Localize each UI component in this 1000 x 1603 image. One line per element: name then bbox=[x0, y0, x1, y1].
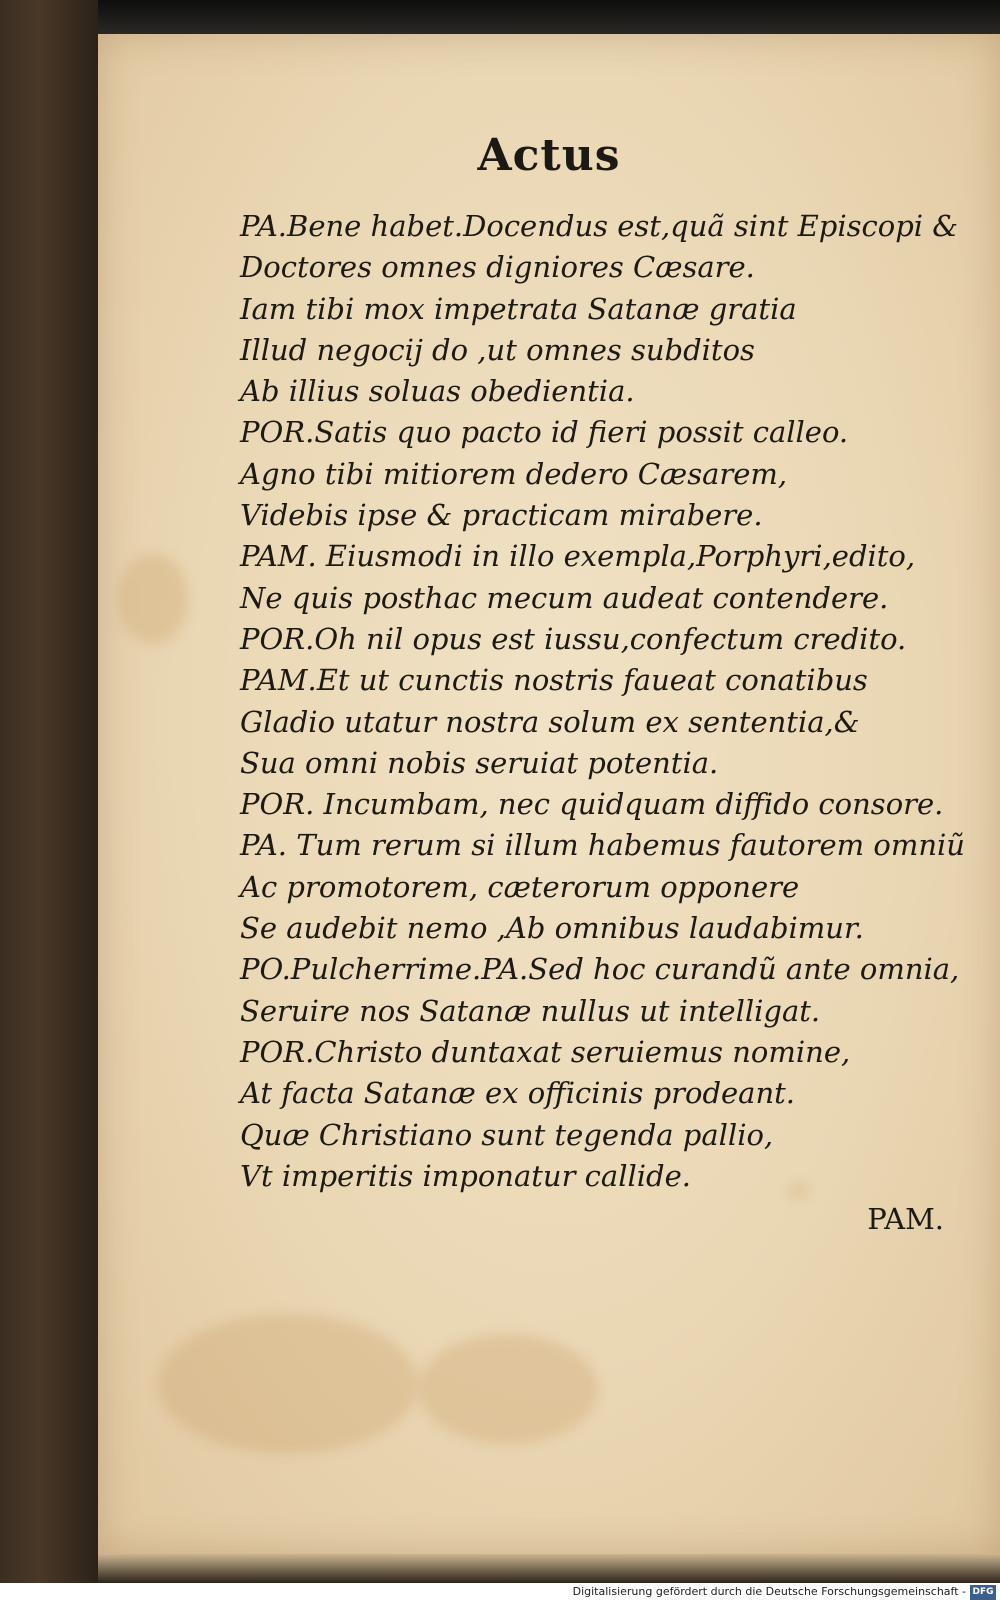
verse-text bbox=[240, 206, 980, 1197]
dfg-logo: DFG bbox=[970, 1585, 996, 1600]
funding-credit: Digitalisierung gefördert durch die Deutsche Forschungsgemeinschaft - bbox=[572, 1585, 966, 1598]
text-line: Iam tibi mox impetrata Satanæ gratia bbox=[240, 291, 797, 326]
paper-stain bbox=[118, 554, 188, 644]
text-line: Quæ Christiano sunt tegenda pallio, bbox=[240, 1117, 774, 1152]
text-line: Ne quis posthac mecum audeat contendere. bbox=[240, 580, 889, 615]
text-line: PAM. Eiusmodi in illo exempla,Porphyri,edito, bbox=[240, 539, 916, 574]
catchword: PAM. bbox=[867, 1202, 944, 1236]
text-line: PO.Pulcherrime.PA.Sed hoc curandũ ante omnia, bbox=[240, 952, 960, 987]
paper-stain bbox=[418, 1334, 598, 1444]
text-line: PA. Tum rerum si illum habemus fautorem omniũ bbox=[240, 828, 965, 863]
text-line: Doctores omnes digniores Cæsare. bbox=[240, 250, 755, 285]
text-line: Agno tibi mitiorem dedero Cæsarem, bbox=[240, 456, 788, 491]
text-line: Videbis ipse & practicam mirabere. bbox=[240, 498, 763, 533]
book-page bbox=[98, 34, 1000, 1554]
book-binding-edge bbox=[0, 0, 98, 1583]
text-line: Seruire nos Satanæ nullus ut intelligat. bbox=[240, 993, 821, 1028]
text-line: POR.Satis quo pacto id fieri possit calleo. bbox=[240, 415, 849, 450]
text-line: At facta Satanæ ex officinis prodeant. bbox=[240, 1076, 796, 1111]
scanner-top-strip bbox=[0, 0, 1000, 34]
text-line: Vt imperitis imponatur callide. bbox=[240, 1158, 691, 1193]
text-line: Illud negocij do ,ut omnes subditos bbox=[240, 332, 755, 367]
text-line: Ab illius soluas obedientia. bbox=[240, 374, 635, 409]
page-bottom-edge bbox=[98, 1554, 1000, 1583]
text-line: Ac promotorem, cæterorum opponere bbox=[240, 869, 800, 904]
text-line: Se audebit nemo ,Ab omnibus laudabimur. bbox=[240, 911, 864, 946]
text-line: PAM.Et ut cunctis nostris faueat conatibus bbox=[240, 663, 868, 698]
text-line: Sua omni nobis seruiat potentia. bbox=[240, 745, 719, 780]
text-line: POR.Christo duntaxat seruiemus nomine, bbox=[240, 1034, 851, 1069]
page-heading: Actus bbox=[477, 130, 621, 181]
text-line: Gladio utatur nostra solum ex sententia,& bbox=[240, 704, 860, 739]
paper-stain bbox=[158, 1314, 418, 1454]
text-line: PA.Bene habet.Docendus est,quã sint Episcopi & bbox=[240, 209, 959, 243]
text-line: POR.Oh nil opus est iussu,confectum credito. bbox=[240, 621, 907, 656]
text-line: POR. Incumbam, nec quidquam diffido consore. bbox=[240, 787, 944, 822]
